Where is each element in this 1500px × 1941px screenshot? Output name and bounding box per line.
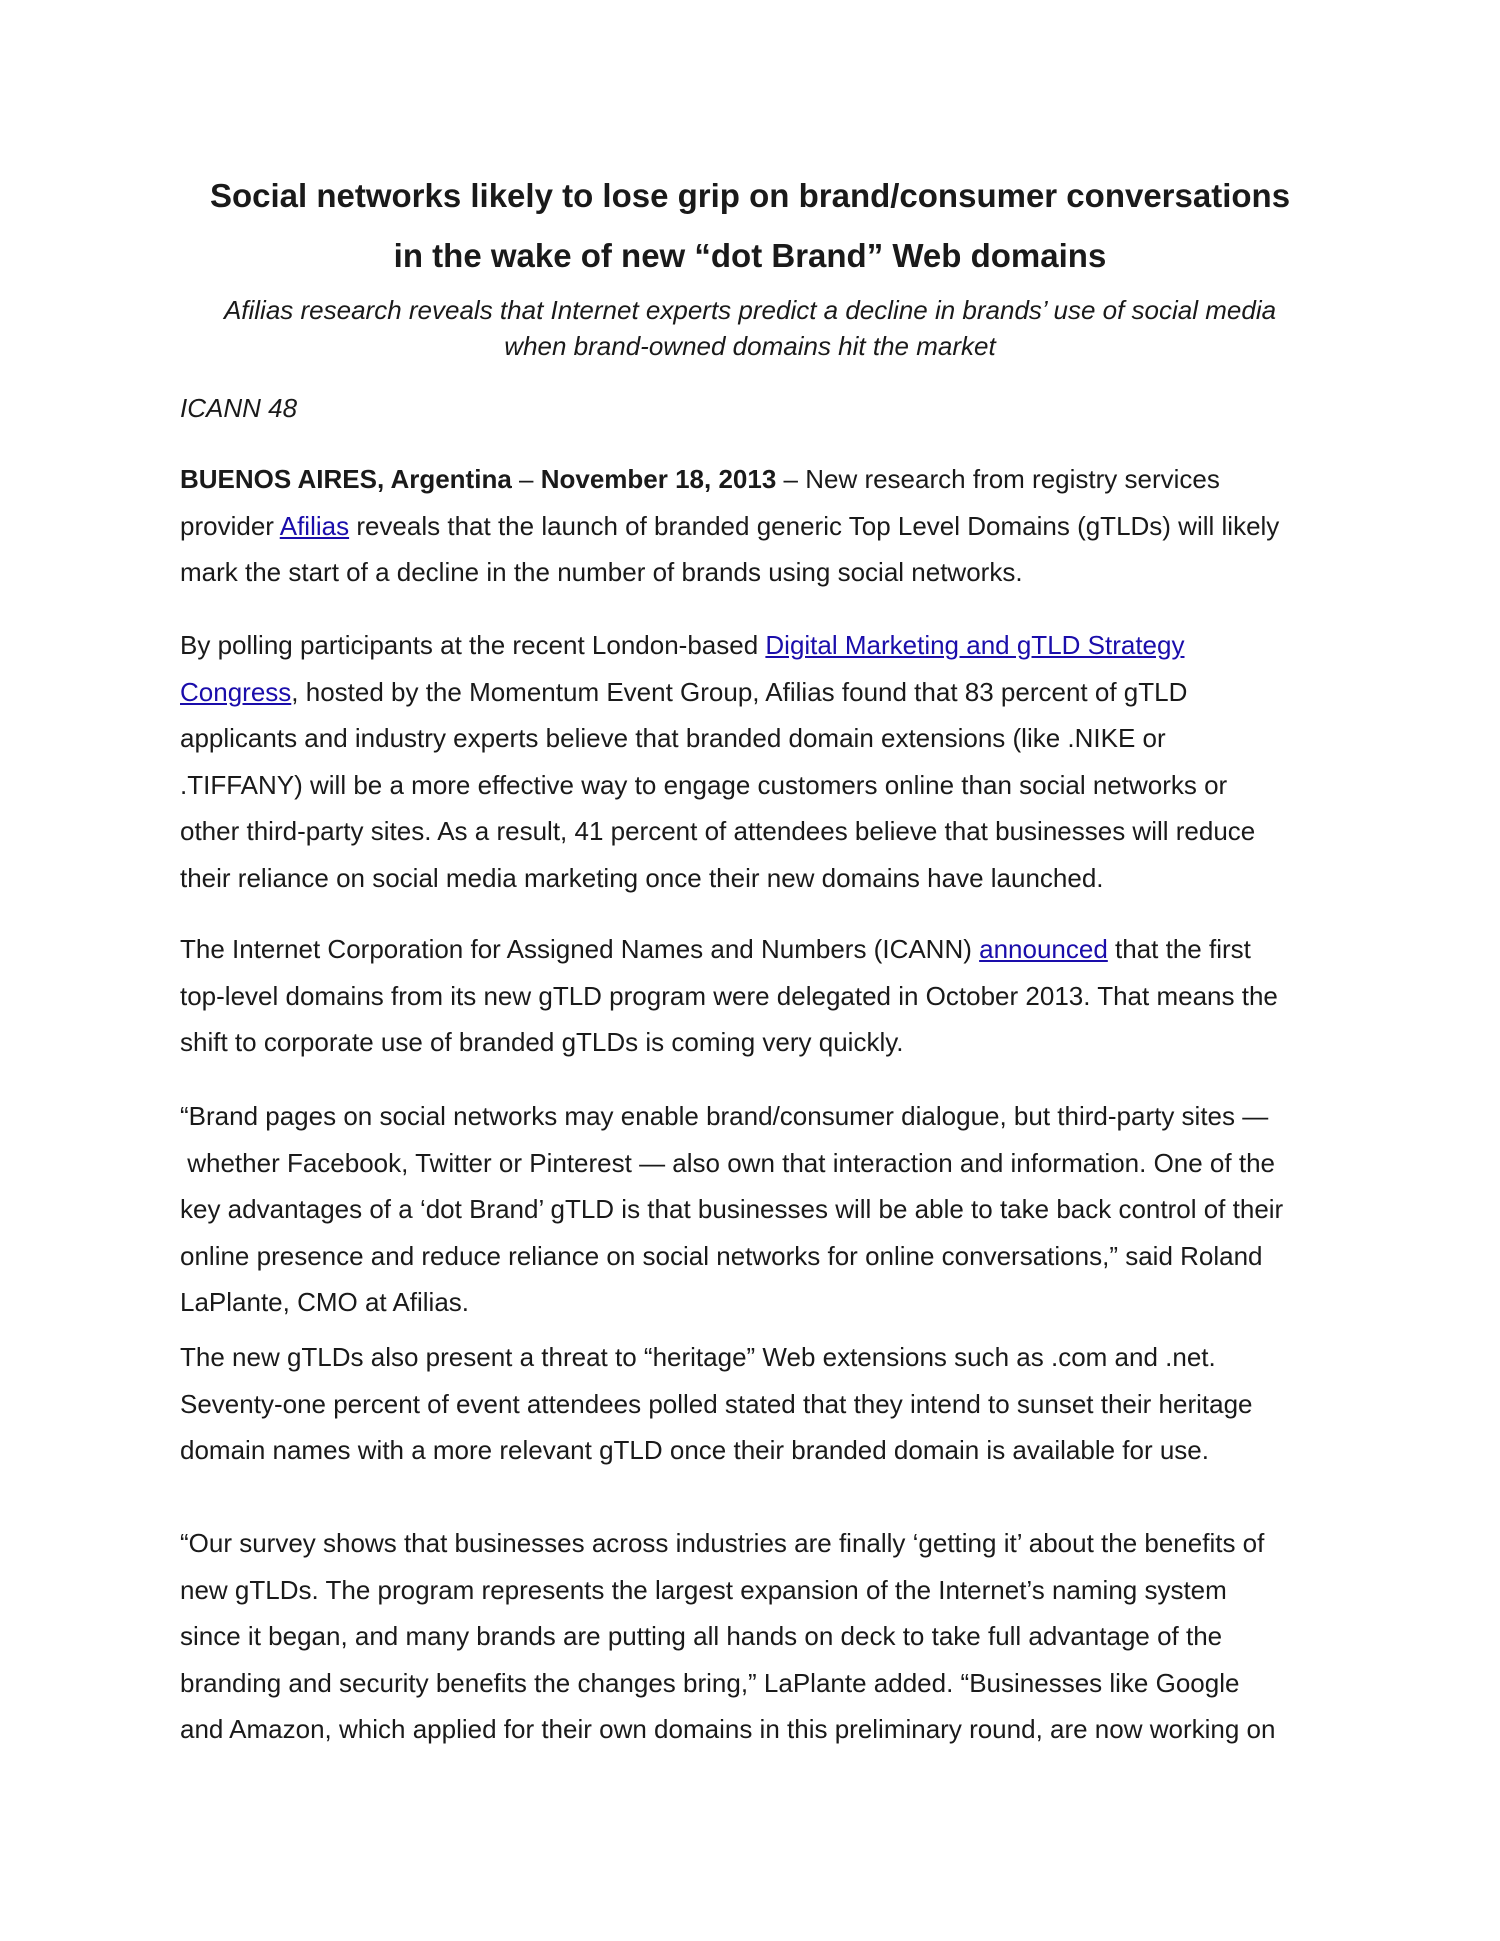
paragraph-4-line-5: LaPlante, CMO at Afilias. [180, 1287, 470, 1317]
paragraph-5-line-2: Seventy-one percent of event attendees polled stated that they intend to sunset their heritage [180, 1388, 1253, 1419]
subtitle-line-2: when brand-owned domains hit the market [504, 331, 996, 361]
paragraph-4-line-1: “Brand pages on social networks may enable brand/consumer dialogue, but third-party sites — [180, 1101, 1269, 1131]
paragraph-2-text-1-pre: By polling participants at the recent London-based [180, 630, 766, 660]
paragraph-5-line-1: The new gTLDs also present a threat to “heritage” Web extensions such as .com and .net. [180, 1342, 1216, 1372]
paragraph-6-line-4: branding and security benefits the changes bring,” LaPlante added. “Businesses like Google [180, 1667, 1240, 1698]
paragraph-4-line-2: whether Facebook, Twitter or Pinterest — also own that interaction and information. One of the [180, 1147, 1275, 1178]
title-line-2: in the wake of new “dot Brand” Web domains [393, 237, 1107, 274]
paragraph-1-text-2-pre: provider [180, 510, 280, 541]
paragraph-6 [180, 1520, 1350, 1753]
paragraph-5-line-3: domain names with a more relevant gTLD once their branded domain is available for use. [180, 1435, 1209, 1465]
dateline-location: BUENOS AIRES, Argentina [180, 464, 512, 494]
paragraph-3-text-1-post: that the first [1107, 934, 1251, 964]
paragraph-2-text-2-post: , hosted by the Momentum Event Group, Afilias found that 83 percent of gTLD [291, 676, 1188, 707]
title-line-1: Social networks likely to lose grip on brand/consumer conversations [209, 177, 1291, 214]
dateline-dash: – [511, 464, 541, 494]
afilias-link[interactable]: Afilias [279, 510, 350, 541]
paragraph-3-line-1 [180, 926, 1350, 973]
paragraph-2-line-3: applicants and industry experts believe that branded domain extensions (like .NIKE or [180, 723, 1166, 753]
paragraph-6-line-2: new gTLDs. The program represents the largest expansion of the Internet’s naming system [180, 1574, 1227, 1605]
subtitle-line-1: Afilias research reveals that Internet experts predict a decline in brands’ use of social media [223, 295, 1277, 325]
announced-link[interactable]: announced [979, 934, 1108, 964]
paragraph-3-line-2: top-level domains from its new gTLD program were delegated in October 2013. That means the [180, 980, 1278, 1011]
paragraph-1-line-1 [180, 456, 1350, 503]
event-tag: ICANN 48 [180, 393, 298, 423]
paragraph-2-line-6: their reliance on social media marketing once their new domains have launched. [180, 862, 1104, 893]
paragraph-4-line-4: online presence and reduce reliance on social networks for online conversations,” said Roland [180, 1240, 1263, 1271]
paragraph-4 [180, 1093, 1350, 1326]
page-title [150, 166, 1350, 286]
paragraph-2-line-4: .TIFFANY) will be a more effective way to engage customers online than social networks or [180, 769, 1228, 800]
paragraph-1-line-2 [180, 503, 1350, 550]
paragraph-1 [180, 456, 1350, 596]
congress-link-part-2[interactable]: Congress [180, 676, 292, 707]
paragraph-1-text-1: – New research from registry services [776, 464, 1220, 494]
congress-link-part-1[interactable]: Digital Marketing and gTLD Strategy [765, 630, 1185, 660]
paragraph-6-line-1: “Our survey shows that businesses across industries are finally ‘getting it’ about the benefits of [180, 1528, 1265, 1558]
paragraph-6-line-5: and Amazon, which applied for their own domains in this preliminary round, are now working on [180, 1714, 1276, 1744]
paragraph-1-line-3: mark the start of a decline in the number of brands using social networks. [180, 557, 1023, 587]
paragraph-2-line-2 [180, 669, 1350, 716]
paragraph-3-text-1-pre: The Internet Corporation for Assigned Names and Numbers (ICANN) [180, 934, 980, 964]
paragraph-2 [180, 622, 1350, 901]
paragraph-6-line-3: since it began, and many brands are putting all hands on deck to take full advantage of the [180, 1621, 1223, 1651]
paragraph-1-text-2-post: reveals that the launch of branded generic Top Level Domains (gTLDs) will likely [349, 510, 1280, 541]
dateline-date: November 18, 2013 [540, 464, 777, 494]
subtitle [150, 292, 1350, 364]
paragraph-2-line-1 [180, 622, 1350, 669]
paragraph-2-line-5: other third-party sites. As a result, 41 percent of attendees believe that businesses will reduce [180, 816, 1256, 846]
paragraph-3-line-3: shift to corporate use of branded gTLDs is coming very quickly. [180, 1027, 904, 1057]
paragraph-5 [180, 1334, 1350, 1474]
paragraph-3 [180, 926, 1350, 1066]
paragraph-4-line-3: key advantages of a ‘dot Brand’ gTLD is that businesses will be able to take back control of their [180, 1194, 1284, 1224]
